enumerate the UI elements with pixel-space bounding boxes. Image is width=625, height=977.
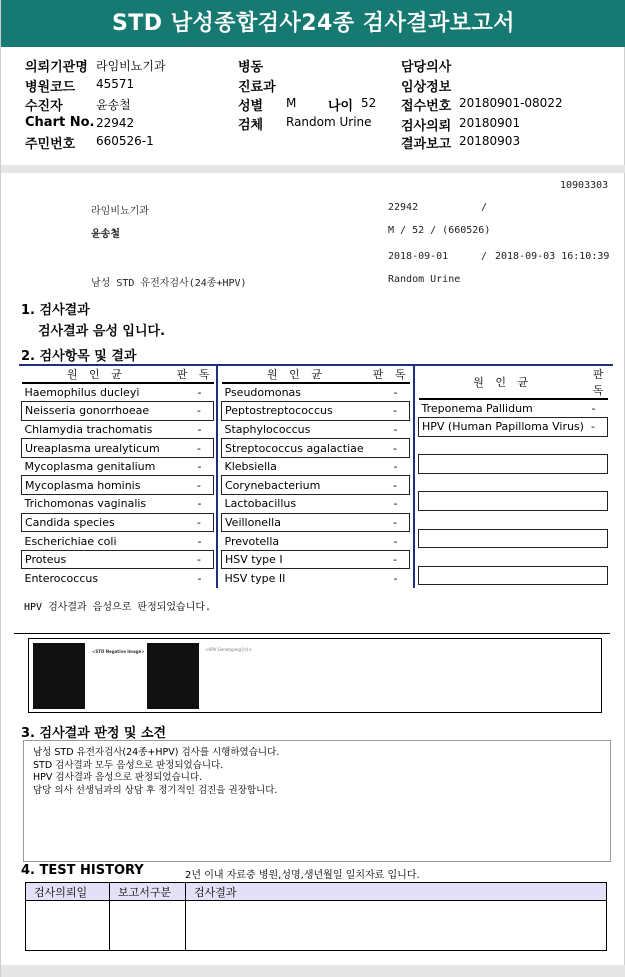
age-value: 52 xyxy=(361,96,377,110)
empty-cell xyxy=(419,473,587,492)
report-label: 결과보고 xyxy=(401,137,452,152)
hospital-code-value: 45571 xyxy=(96,77,135,91)
summary-date-end: 2018-09-03 16:10:39 xyxy=(495,251,610,262)
pathogen-name: Corynebacterium xyxy=(222,476,372,495)
pathogen-result: - xyxy=(371,439,409,458)
empty-cell xyxy=(587,436,608,455)
section4-title: 4. TEST HISTORY xyxy=(21,863,144,878)
empty-cell xyxy=(419,566,587,585)
pathogen-name: Pseudomonas xyxy=(224,386,302,400)
history-table xyxy=(25,882,607,951)
column-separator xyxy=(413,366,415,588)
result-row xyxy=(419,566,608,585)
sex-label: 성별 xyxy=(238,99,264,114)
result-row xyxy=(419,455,608,474)
section2-title: 2. 검사항목 및 결과 xyxy=(21,349,137,364)
page-footer-bar xyxy=(1,965,625,977)
result-row xyxy=(419,492,608,511)
result-row xyxy=(22,513,214,532)
result-row xyxy=(222,513,410,532)
pathogen-name: Chlamydia trachomatis xyxy=(24,422,153,436)
result-row xyxy=(22,569,214,588)
pathogen-name: Mycoplasma hominis xyxy=(22,476,172,495)
summary-chart: 22942 xyxy=(388,202,419,213)
summary-sex-age: M / 52 / (660526) xyxy=(388,225,491,236)
section3-title: 3. 검사결과 판정 및 소견 xyxy=(21,726,167,741)
pathogen-name: HSV type II xyxy=(224,571,286,585)
empty-cell xyxy=(419,455,587,474)
chart-value: 22942 xyxy=(96,116,135,130)
hpv-image-label: <HPV Genotyping결과> xyxy=(205,647,253,652)
result-row xyxy=(22,495,214,514)
patient-value: 윤송철 xyxy=(96,98,131,112)
pathogen-result: - xyxy=(197,571,202,585)
result-row xyxy=(22,439,214,458)
pathogen-name: Proteus xyxy=(22,550,172,569)
opinion-line: HPV 검사결과 음성으로 판정되었습니다. xyxy=(33,772,203,783)
hospital-code-label: 병원코드 xyxy=(25,80,76,95)
pathogen-result: - xyxy=(197,386,202,400)
report-title: STD 남성종합검사24종 검사결과보고서 xyxy=(1,0,625,47)
col-judgment-header: 판 독 xyxy=(587,366,608,399)
section-divider xyxy=(1,165,625,173)
empty-cell xyxy=(419,548,587,567)
report-value: 20180903 xyxy=(459,134,521,148)
history-note: 2년 이내 자료중 병원,성명,생년월일 일치자료 입니다. xyxy=(185,870,420,881)
pathogen-result: - xyxy=(171,513,213,532)
result-row xyxy=(222,532,410,551)
empty-cell xyxy=(587,511,608,530)
result-row xyxy=(222,569,410,588)
result-row xyxy=(222,420,410,439)
empty-cell xyxy=(587,473,608,492)
pathogen-result: - xyxy=(197,497,202,511)
history-col-date: 검사의뢰일 xyxy=(26,883,110,901)
pathogen-name: Escherichiae coli xyxy=(24,534,117,548)
pathogen-name: Mycoplasma genitalium xyxy=(24,460,156,474)
result-row xyxy=(222,495,410,514)
pathogen-name: Enterococcus xyxy=(24,571,99,585)
pathogen-name: Trichomonas vaginalis xyxy=(24,497,147,511)
pathogen-name: Veillonella xyxy=(222,513,372,532)
empty-cell xyxy=(587,548,608,567)
doc-number: 10903303 xyxy=(560,180,609,191)
chart-label: Chart No. xyxy=(25,115,95,130)
pathogen-name: Peptostreptococcus xyxy=(222,402,372,421)
summary-date-sep: / xyxy=(481,251,488,262)
result-row xyxy=(222,476,410,495)
pathogen-result: - xyxy=(197,534,202,548)
request-value: 20180901 xyxy=(459,116,521,130)
col-pathogen-header: 원 인 균 xyxy=(222,366,372,383)
patient-info-block xyxy=(1,47,625,165)
sex-value: M xyxy=(286,96,297,110)
pathogen-name: Lactobacillus xyxy=(224,497,297,511)
specimen-label: 검체 xyxy=(238,118,264,133)
age-label: 나이 xyxy=(328,99,354,114)
id-value: 660526-1 xyxy=(96,134,154,148)
pathogen-result: - xyxy=(371,402,409,421)
pathogen-name: Treponema Pallidum xyxy=(421,402,533,416)
result-row xyxy=(222,550,410,569)
result-row xyxy=(222,457,410,476)
empty-cell xyxy=(587,566,608,585)
std-image-label: <STD Negative Image> xyxy=(92,649,145,654)
empty-cell xyxy=(587,529,608,548)
pathogen-result: - xyxy=(371,476,409,495)
pathogen-name: HPV (Human Papilloma Virus) xyxy=(419,418,587,437)
history-cell xyxy=(26,901,110,951)
result-row xyxy=(222,383,410,402)
empty-cell xyxy=(587,455,608,474)
opinion-line: 담당 의사 선생님과의 상담 후 정기적인 검진을 권장합니다. xyxy=(33,784,278,796)
summary-clinic: 라임비뇨기과 xyxy=(91,206,149,217)
specimen-value: Random Urine xyxy=(286,115,372,129)
result-row xyxy=(419,529,608,548)
pathogen-name: Haemophilus ducleyi xyxy=(24,386,140,400)
result-row xyxy=(22,383,214,402)
empty-cell xyxy=(419,529,587,548)
result-row xyxy=(419,436,608,455)
gel-image-hpv xyxy=(147,643,199,709)
result-row xyxy=(22,420,214,439)
pathogen-name: Candida species xyxy=(22,513,172,532)
pathogen-result: - xyxy=(371,513,409,532)
pathogen-result: - xyxy=(393,497,398,511)
pathogen-result: - xyxy=(171,402,213,421)
column-separator xyxy=(216,366,218,588)
result-row xyxy=(22,476,214,495)
receipt-value: 20180901-08022 xyxy=(459,96,563,110)
history-col-type: 보고서구분 xyxy=(110,883,186,901)
result-row xyxy=(22,457,214,476)
history-col-result: 검사결과 xyxy=(186,883,607,901)
ward-label: 병동 xyxy=(238,60,264,75)
result-row xyxy=(22,402,214,421)
result-row xyxy=(222,402,410,421)
pathogen-result: - xyxy=(197,422,202,436)
pathogen-result: - xyxy=(371,550,409,569)
empty-cell xyxy=(587,492,608,511)
pathogen-result: - xyxy=(171,476,213,495)
history-cell xyxy=(110,901,186,951)
request-label: 검사의뢰 xyxy=(401,119,452,134)
pathogen-result: - xyxy=(591,402,596,416)
results-table-2 xyxy=(221,366,410,588)
result-row xyxy=(419,511,608,530)
pathogen-result: - xyxy=(393,422,398,436)
pathogen-result: - xyxy=(197,460,202,474)
col-judgment-header: 판 독 xyxy=(372,368,410,381)
result-row xyxy=(22,532,214,551)
summary-slash: / xyxy=(481,202,488,213)
empty-cell xyxy=(419,492,587,511)
opinion-box xyxy=(23,740,611,862)
doctor-label: 담당의사 xyxy=(401,60,452,75)
dept-label: 진료과 xyxy=(238,80,276,95)
divider-line xyxy=(14,633,610,634)
pathogen-result: - xyxy=(393,460,398,474)
result-row xyxy=(419,548,608,567)
history-cell xyxy=(186,901,607,951)
result-row xyxy=(222,439,410,458)
receipt-label: 접수번호 xyxy=(401,99,452,114)
col-pathogen-header: 원 인 균 xyxy=(22,366,172,383)
institution-label: 의뢰기관명 xyxy=(25,60,88,75)
pathogen-name: Neisseria gonorrhoeae xyxy=(22,402,172,421)
pathogen-name: Staphylococcus xyxy=(224,422,311,436)
col-pathogen-header: 원 인 균 xyxy=(419,366,587,399)
pathogen-name: HSV type I xyxy=(222,550,372,569)
gel-image-std xyxy=(33,643,85,709)
id-label: 주민번호 xyxy=(25,137,76,152)
empty-cell xyxy=(419,511,587,530)
pathogen-result: - xyxy=(393,571,398,585)
results-table-1 xyxy=(21,366,214,588)
gel-image-panel xyxy=(28,638,602,713)
opinion-line: STD 검사결과 모두 음성으로 판정되었습니다. xyxy=(33,759,224,771)
pathogen-name: Streptococcus agalactiae xyxy=(222,439,372,458)
summary-patient: 윤송철 xyxy=(91,229,120,240)
section1-result: 검사결과 음성 입니다. xyxy=(38,324,166,339)
pathogen-result: - xyxy=(587,418,608,437)
results-table-3 xyxy=(418,366,608,585)
result-row xyxy=(419,418,608,437)
pathogen-name: Ureaplasma urealyticum xyxy=(22,439,172,458)
result-row xyxy=(22,550,214,569)
summary-test-name: 남성 STD 유전자검사(24종+HPV) xyxy=(91,278,247,289)
summary-specimen: Random Urine xyxy=(388,274,461,285)
summary-date-start: 2018-09-01 xyxy=(388,251,449,262)
result-row xyxy=(419,399,608,418)
opinion-line: 남성 STD 유전자검사(24종+HPV) 검사를 시행하였습니다. xyxy=(33,747,280,758)
institution-value: 라임비뇨기과 xyxy=(96,59,166,73)
col-judgment-header: 판 독 xyxy=(171,366,213,383)
section1-title: 1. 검사결과 xyxy=(21,303,90,318)
hpv-note: HPV 검사결과 음성으로 판정되었습니다. xyxy=(24,602,212,613)
pathogen-result: - xyxy=(171,550,213,569)
empty-cell xyxy=(419,436,587,455)
pathogen-name: Klebsiella xyxy=(224,460,277,474)
pathogen-result: - xyxy=(171,439,213,458)
pathogen-result: - xyxy=(393,534,398,548)
clinical-label: 임상정보 xyxy=(401,80,452,95)
pathogen-name: Prevotella xyxy=(224,534,280,548)
result-row xyxy=(419,473,608,492)
patient-label: 수진자 xyxy=(25,99,63,114)
pathogen-result: - xyxy=(393,386,398,400)
